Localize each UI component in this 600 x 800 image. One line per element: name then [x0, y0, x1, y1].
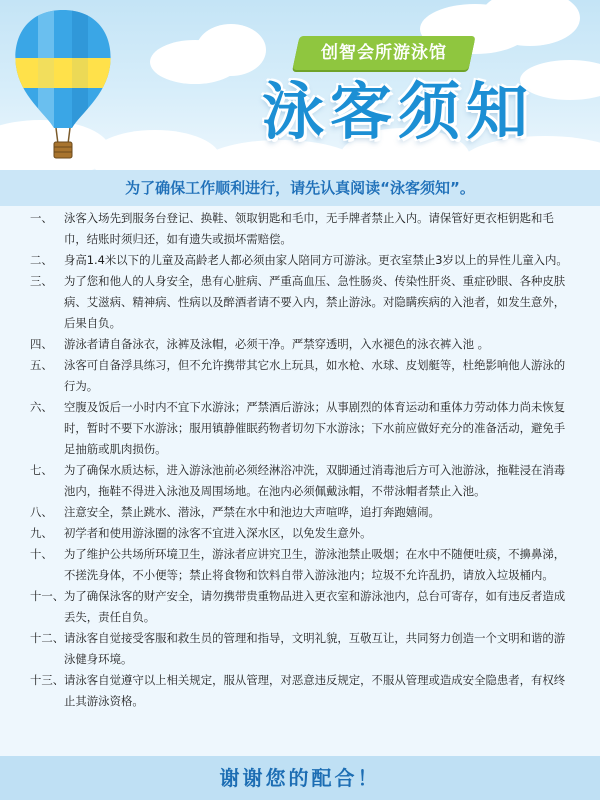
rule-text: 请泳客自觉遵守以上相关规定，服从管理，对恶意违反规定，不服从管理或造成安全隐患者，有权终止其游泳资格。	[64, 673, 566, 708]
rule-text: 空腹及饭后一小时内不宜下水游泳；严禁酒后游泳；从事剧烈的体育运动和重体力劳动体力尚未恢复时，暂时不要下水游泳；服用镇静催眠药物者切勿下水游泳；下水前应做好充分的准备活动，避免手足抽筋或肌肉损伤。	[64, 400, 566, 456]
subtitle: 为了确保工作顺利进行，请先认真阅读“泳客须知”。	[125, 179, 475, 197]
rule-text: 请泳客自觉接受客服和救生员的管理和指导，文明礼貌，互敬互让，共同努力创造一个文明和谐的游泳健身环境。	[64, 631, 566, 666]
rule-item	[30, 523, 572, 544]
rule-text: 为了确保泳客的财产安全，请勿携带贵重物品进入更衣室和游泳池内，总台可寄存，如有违反者造成丢失，责任自负。	[64, 589, 566, 624]
rule-number: 七、	[30, 463, 53, 477]
rule-text: 为了您和他人的人身安全，患有心脏病、严重高血压、急性肠炎、传染性肝炎、重症砂眼、各种皮肤病、艾滋病、精神病、性病以及醉酒者请不要入内，禁止游泳。对隐瞒疾病的入池者，如发生意外，后果自负。	[64, 274, 566, 330]
rule-number: 十、	[30, 547, 53, 561]
rule-item	[30, 355, 572, 397]
venue-name: 创智会所游泳馆	[321, 43, 447, 63]
rule-number: 十二、	[30, 631, 65, 645]
rule-text: 为了维护公共场所环境卫生，游泳者应讲究卫生，游泳池禁止吸烟；在水中不随便吐痰，不擤鼻涕，不搓洗身体，不小便等；禁止将食物和饮料自带入游泳池内；垃圾不允许乱扔，请放入垃圾桶内。	[64, 547, 566, 582]
rule-number: 八、	[30, 505, 53, 519]
rule-item	[30, 460, 572, 502]
thanks-message: 谢谢您的配合！	[219, 766, 381, 790]
page-title: 泳客须知	[261, 75, 534, 148]
rule-number: 九、	[30, 526, 53, 540]
rule-number: 一、	[30, 211, 53, 225]
rule-number: 二、	[30, 253, 53, 267]
rule-item	[30, 334, 572, 355]
rule-text: 初学者和使用游泳圈的泳客不宜进入深水区，以免发生意外。	[64, 526, 372, 540]
rule-item	[30, 397, 572, 460]
rule-number: 四、	[30, 337, 53, 351]
rule-number: 十一、	[30, 589, 65, 603]
rule-number: 五、	[30, 358, 53, 372]
hot-air-balloon-icon	[8, 6, 118, 166]
rule-number: 三、	[30, 274, 53, 288]
cloud	[196, 24, 266, 76]
rule-text: 泳客可自备浮具练习，但不允许携带其它水上玩具，如水枪、水球、皮划艇等，杜绝影响他人游泳的行为。	[64, 358, 566, 393]
rule-number: 六、	[30, 400, 53, 414]
rule-item	[30, 586, 572, 628]
rule-text: 泳客入场先到服务台登记、换鞋、领取钥匙和毛巾，无手牌者禁止入内。请保管好更衣柜钥匙和毛巾，结账时须归还，如有遗失或损坏需赔偿。	[64, 211, 554, 246]
rule-item	[30, 250, 572, 271]
rule-item	[30, 208, 572, 250]
rule-text: 为了确保水质达标，进入游泳池前必须经淋浴冲洗，双脚通过消毒池后方可入池游泳，拖鞋浸在消毒池内，拖鞋不得进入泳池及周围场地。在池内必须佩戴泳帽，不带泳帽者禁止入池。	[64, 463, 566, 498]
rule-text: 身高1.4米以下的儿童及高龄老人都必须由家人陪同方可游泳。更衣室禁止3岁以上的异性儿童入内。	[64, 253, 568, 267]
rule-text: 注意安全，禁止跳水、潜泳，严禁在水中和池边大声喧哗，追打奔跑嬉闹。	[64, 505, 440, 519]
rule-number: 十三、	[30, 673, 65, 687]
rule-item	[30, 502, 572, 523]
rule-item	[30, 628, 572, 670]
rule-item	[30, 544, 572, 586]
rule-item	[30, 271, 572, 334]
rule-item	[30, 670, 572, 712]
rule-text: 游泳者请自备泳衣，泳裤及泳帽，必须干净。严禁穿透明，入水褪色的泳衣裤入池 。	[64, 337, 490, 351]
rules-list	[30, 208, 572, 712]
